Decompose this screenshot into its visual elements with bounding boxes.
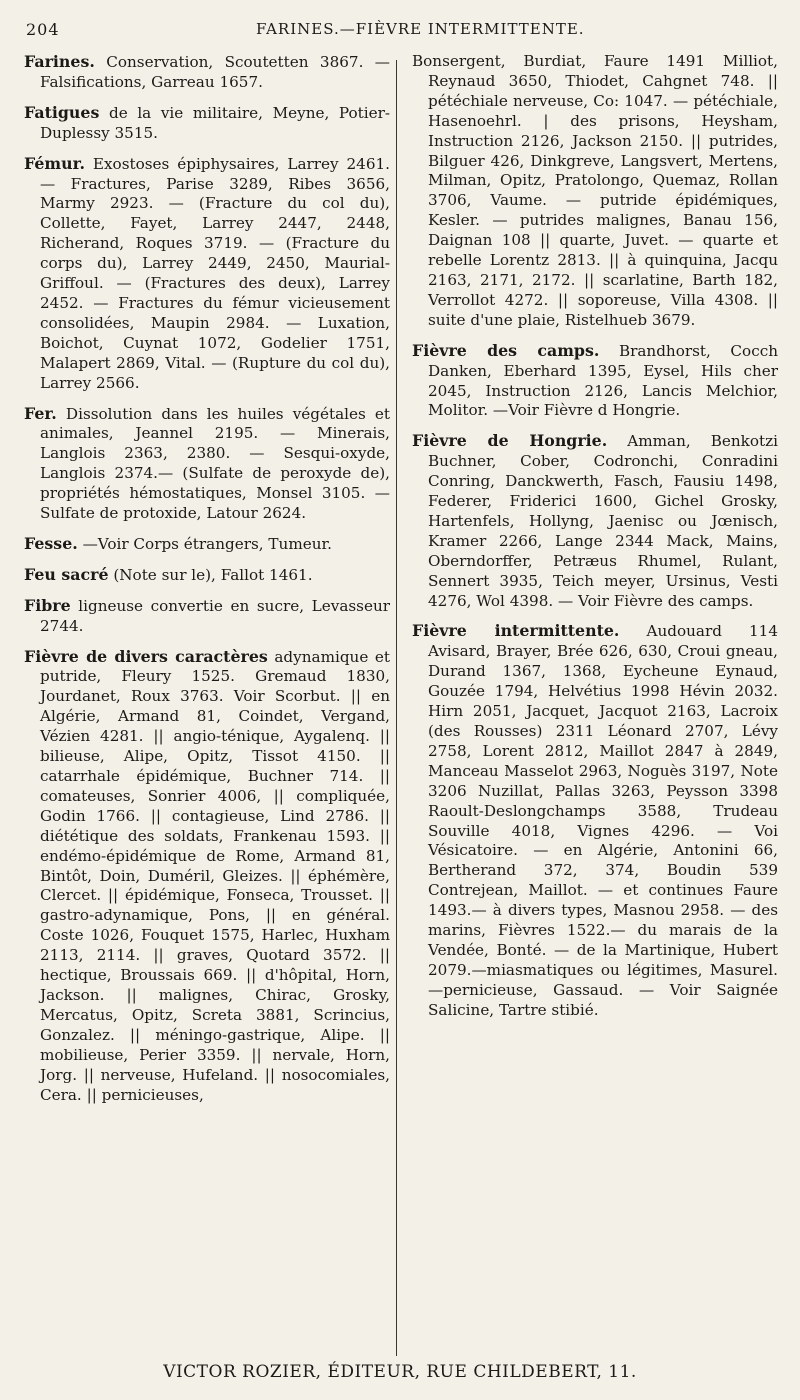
entry-heading: Fesse. xyxy=(24,533,78,553)
entry-heading: Fer. xyxy=(24,403,57,423)
left-column xyxy=(24,52,390,1115)
index-entry xyxy=(412,52,778,331)
page-header xyxy=(26,14,786,44)
entry-heading: Fièvre intermittente. xyxy=(412,621,620,641)
entry-text: Amman, Benkotzi Buchner, Cober, Codronchi, Conradini Conring, Danckwerth, Fasch, Fausiu 1498, Federer, Friderici 1600, Gichel Grosky, Hartenfels, Hollyng, Jaenisc ou Jœnisch, Kramer 2266, Lange 2344 Mack, Mains, Oberndorffer, Petræus Rhumel, Rulant, Sennert 3935, Teich meyer, Ursinus, Vesti 4276, Wol 4398. — Voir Fièvre des camps. xyxy=(428,432,778,610)
entry-text: de la vie militaire, Meyne, Potier-Duplessy 3515. xyxy=(40,103,390,142)
entry-text: adynamique et putride, Fleury 1525. Gremaud 1830, Jourdanet, Roux 3763. Voir Scorbut. || en Algérie, Armand 81, Coindet, Vergand, Vézien 4281. || angio-ténique, Aygalenq. || bilieuse, Alipe, Opitz, Tissot 4150. || catarrhale épidémique, Buchner 714. || comateuses, Sonrier 4006, || compliquée, Godin 1766. || contagieuse, Lind 2786. || diététique des soldats, Frankenau 1593. || endémo-épidémique de Rome, Armand 81, Bintôt, Doin, Duméril, Gleizes. || éphémère, Clercet. || épidémique, Fonseca, Trousset. || gastro-adynamique, Pons, || en général. Coste 1026, Fouquet 1575, Harlec, Huxham 2113, 2114. || graves, Quotard 3572. || hectique, Broussais 669. || d'hôpital, Horn, Jackson. || malignes, Chirac, Grosky, Mercatus, Opitz, Screta 3881, Scrincius, Gonzalez. || méningo-gastrique, Alipe. || mobilieuse, Perier 3359. || nervale, Horn, Jorg. || nerveuse, Hufeland. || nosocomiales, Cera. || pernicieuses, xyxy=(40,647,390,1104)
index-entry xyxy=(24,103,390,144)
entry-heading: Farines. xyxy=(24,52,95,71)
entry-text: Audouard 114 Avisard, Brayer, Brée 626, 630, Croui gneau, Durand 1367, 1368, Eycheune Eynaud, Gouzée 1794, Helvétius 1998 Hévin 2032. Hirn 2051, Jacquet, Jacquot 2163, Lacroix (des Rousses) 2311 Léonard 2707, Lévy 2758, Lorent 2812, Maillot 2847 à 2849, Manceau Masselot 2963, Noguès 3197, Note 3206 Nuzillat, Pallas 3263, Peysson 3398 Raoult-Deslongchamps 3588, Trudeau Souville 4018, Vignes 4296. — Voi Vésicatoire. — en Algérie, Antonini 66, Bertherand 372, 374, Boudin 539 Contrejean, Maillot. — et continues Faure 1493.— à divers types, Masnou 2958. — des marins, Fièvres 1522.— du marais de la Vendée, Bonté. — de la Martinique, Hubert 2079.—miasmatiques ou légitimes, Masurel.—pernicieuse, Gassaud. — Voir Saignée Salicine, Tartre stibié. xyxy=(428,622,778,1019)
index-entry xyxy=(24,404,390,524)
entry-heading: Fatigues xyxy=(24,102,100,122)
running-head: FARINES.—FIÈVRE INTERMITTENTE. xyxy=(256,20,585,38)
entry-heading: Feu sacré xyxy=(24,564,109,584)
index-entry xyxy=(412,621,778,1020)
entry-heading: Fièvre de Hongrie. xyxy=(412,431,608,451)
index-entry xyxy=(24,565,390,586)
index-entry xyxy=(24,52,390,93)
entry-text: Dissolution dans les huiles végétales et animales, Jeannel 2195. — Minerais, Langlois 2363, 2380. — Sesqui-oxyde, Langlois 2374.— (Sulfate de peroxyde de), propriétés hémostatiques, Monsel 3105. — Sulfate de protoxide, Latour 2624. xyxy=(40,404,390,523)
entry-text: ligneuse convertie en sucre, Levasseur 2744. xyxy=(40,596,390,635)
entry-heading: Fièvre de divers caractères xyxy=(24,646,268,666)
entry-heading: Fibre xyxy=(24,595,71,615)
entry-text: (Note sur le), Fallot 1461. xyxy=(113,565,313,584)
index-entry xyxy=(24,647,390,1106)
entry-text: Brandhorst, Cocch Danken, Eberhard 1395, Eysel, Hils cher 2045, Instruction 2126, Lancis Melchior, Molitor. —Voir Fièvre d Hongrie. xyxy=(428,341,778,420)
publisher-footer: VICTOR ROZIER, ÉDITEUR, RUE CHILDEBERT, 11. xyxy=(163,1362,637,1382)
index-entry xyxy=(412,341,778,422)
entry-text: Bonsergent, Burdiat, Faure 1491 Milliot, Reynaud 3650, Thiodet, Cahgnet 748. || pétéchiale nerveuse, Co: 1047. — pétéchiale, Hasenoehrl. | des prisons, Heysham, Instruction 2126, Jackson 2150. || putrides, Bilguer 426, Dinkgreve, Langsvert, Mertens, Milman, Opitz, Pratolongo, Quemaz, Rollan 3706, Vaume. — putride épidémiques, Kesler. — putrides malignes, Banau 156, Daignan 108 || quarte, Juvet. — quarte et rebelle Lorentz 2813. || à quinquina, Jacqu 2163, 2171, 2172. || scarlatine, Barth 182, Verrollot 4272. || soporeuse, Villa 4308. || suite d'une plaie, Ristelhueb 3679. xyxy=(412,52,778,329)
index-entry xyxy=(412,431,778,611)
entry-text: Exostoses épiphysaires, Larrey 2461.— Fractures, Parise 3289, Ribes 3656, Marmy 2923. — (Fracture du col du), Collette, Fayet, Larrey 2447, 2448, Richerand, Roques 3719. — (Fracture du corps du), Larrey 2449, 2450, Maurial-Griffoul. — (Fractures des deux), Larrey 2452. — Fractures du fémur vicieusement consolidées, Maupin 2984. — Luxation, Boichot, Cuynat 1072, Godelier 1751, Malapert 2869, Vital. — (Rupture du col du), Larrey 2566. xyxy=(40,154,390,392)
entry-heading: Fièvre des camps. xyxy=(412,340,600,360)
right-column xyxy=(412,52,778,1031)
column-divider xyxy=(396,60,397,1356)
entry-heading: Fémur. xyxy=(24,153,85,173)
index-entry xyxy=(24,154,390,394)
index-entry xyxy=(24,534,390,555)
entry-text: Conservation, Scoutetten 3867. — Falsifications, Garreau 1657. xyxy=(40,53,390,91)
index-entry xyxy=(24,596,390,637)
entry-text: —Voir Corps étrangers, Tumeur. xyxy=(82,534,332,553)
page-number: 204 xyxy=(26,20,60,39)
